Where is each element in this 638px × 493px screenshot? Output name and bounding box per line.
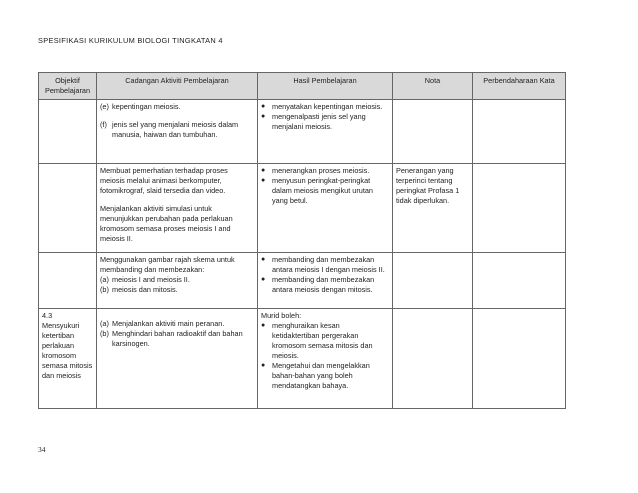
bullet-icon: ● xyxy=(261,103,266,110)
bullet-item: ● menerangkan proses meiosis. xyxy=(261,166,370,175)
outcome-intro: Murid boleh: xyxy=(261,311,302,320)
column-header-objective: Objektif Pembelajaran xyxy=(39,73,97,100)
bullet-icon: ● xyxy=(261,362,266,369)
list-item: (a) meiosis I and meiosis II. xyxy=(100,275,190,284)
bullet-icon: ● xyxy=(261,113,266,120)
table-row xyxy=(39,164,566,253)
activity-text: Membuat pemerhatian terhadap proses meiosis melalui animasi berkomputer, fotomikrograf, slaid tersedia dan video. xyxy=(100,166,228,195)
table-row xyxy=(39,253,566,309)
table-row xyxy=(39,100,566,164)
vocabulary-cell xyxy=(473,164,566,253)
column-header-activities: Cadangan Aktiviti Pembelajaran xyxy=(97,73,258,100)
activity-cell xyxy=(97,309,258,409)
curriculum-table xyxy=(38,72,566,409)
note-cell xyxy=(393,164,473,253)
column-header-notes: Nota xyxy=(393,73,473,100)
list-item: (a) Menjalankan aktiviti main peranan. xyxy=(100,319,225,328)
outcome-cell xyxy=(258,309,393,409)
bullet-icon: ● xyxy=(261,322,266,329)
objective-cell: 4.3 Mensyukuri ketertiban perlakuan kromosom semasa mitosis dan meiosis xyxy=(39,309,97,409)
list-item: (e) kepentingan meiosis. xyxy=(100,102,181,111)
vocabulary-cell xyxy=(473,100,566,164)
bullet-item: ● mengenalpasti jenis sel yang menjalani meiosis. xyxy=(261,112,366,131)
column-header-outcomes: Hasil Pembelajaran xyxy=(258,73,393,100)
note-text: Penerangan yang terperinci tentang peringkat Profasa 1 tidak diperlukan. xyxy=(396,166,460,205)
objective-cell xyxy=(39,164,97,253)
list-item: (f) jenis sel yang menjalani meiosis dalam manusia, haiwan dan tumbuhan. xyxy=(100,120,239,139)
activity-text: Menggunakan gambar rajah skema untuk membanding dan membezakan: xyxy=(100,255,235,274)
activity-cell xyxy=(97,164,258,253)
page-number: 34 xyxy=(38,445,46,454)
note-cell xyxy=(393,253,473,309)
column-header-vocabulary: Perbendaharaan Kata xyxy=(473,73,566,100)
vocabulary-cell xyxy=(473,309,566,409)
bullet-icon: ● xyxy=(261,256,266,263)
table-row xyxy=(39,309,566,409)
bullet-item: ● menghuraikan kesan ketidaktertiban pergerakan kromosom semasa mitosis dan meiosis. xyxy=(261,321,373,360)
activity-cell xyxy=(97,100,258,164)
note-cell xyxy=(393,309,473,409)
document-header: SPESIFIKASI KURIKULUM BIOLOGI TINGKATAN 4 xyxy=(38,36,223,45)
list-item: (b) Menghindari bahan radioaktif dan bahan karsinogen. xyxy=(100,329,243,348)
vocabulary-cell xyxy=(473,253,566,309)
bullet-icon: ● xyxy=(261,167,266,174)
bullet-item: ● menyusun peringkat-peringkat dalam meiosis mengikut urutan yang betul. xyxy=(261,176,373,205)
bullet-item: ● membanding dan membezakan antara meiosis dengan mitosis. xyxy=(261,275,375,294)
bullet-item: ● Mengetahui dan mengelakkan bahan-bahan yang boleh mendatangkan bahaya. xyxy=(261,361,370,390)
objective-cell xyxy=(39,100,97,164)
bullet-icon: ● xyxy=(261,276,266,283)
bullet-icon: ● xyxy=(261,177,266,184)
outcome-cell xyxy=(258,253,393,309)
note-cell xyxy=(393,100,473,164)
list-item: (b) meiosis dan mitosis. xyxy=(100,285,178,294)
objective-cell xyxy=(39,253,97,309)
activity-cell xyxy=(97,253,258,309)
bullet-item: ● menyatakan kepentingan meiosis. xyxy=(261,102,383,111)
table-header-row xyxy=(39,73,566,100)
outcome-cell xyxy=(258,100,393,164)
bullet-item: ● membanding dan membezakan antara meiosis I dengan meiosis II. xyxy=(261,255,385,274)
outcome-cell xyxy=(258,164,393,253)
activity-text: Menjalankan aktiviti simulasi untuk menunjukkan perubahan pada perlakuan kromosom semasa proses meiosis I and meiosis II. xyxy=(100,204,233,243)
